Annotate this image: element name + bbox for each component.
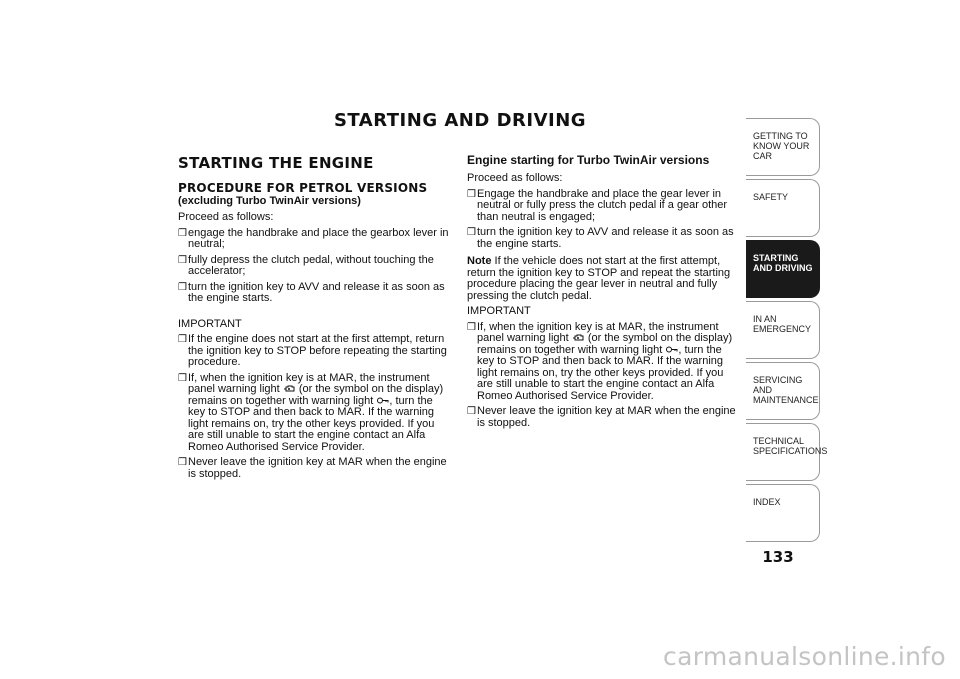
engine-failure-warning-icon — [572, 333, 585, 342]
list-item: ❒ Never leave the ignition key at MAR when the engine is stopped. — [467, 405, 736, 429]
bullet-box-icon: ❒ — [467, 321, 476, 333]
list-item: ❒ turn the ignition key to AVV and release it as soon as the engine starts. — [467, 226, 734, 250]
page-title: STARTING AND DRIVING — [333, 110, 587, 131]
right-column — [467, 154, 741, 433]
engine-failure-warning-icon — [283, 384, 296, 393]
left-column — [178, 154, 450, 484]
intro-text: Proceed as follows: — [178, 211, 274, 223]
list-item: ❒ If, when the ignition key is at MAR, the instrument panel warning light (or the symbol on the display) remains on together with warning light , turn the key to STOP and then back to MAR. If the warning light remains on, try the other keys provided. If you are still unable to start the engine contact an Alfa Romeo Authorised Service Provider. — [178, 371, 444, 453]
tab-servicing-and-maintenance[interactable]: SERVICING AND MAINTENANCE — [746, 362, 820, 420]
list-item: ❒ engage the handbrake and place the gearbox lever in neutral; — [178, 226, 449, 250]
tab-starting-and-driving[interactable]: STARTING AND DRIVING — [746, 240, 820, 298]
intro-text: Proceed as follows: — [467, 172, 563, 184]
bullet-box-icon: ❒ — [178, 457, 187, 468]
important-label: IMPORTANT — [467, 305, 531, 317]
section-title: STARTING THE ENGINE — [178, 154, 374, 172]
list-item: ❒ If the engine does not start at the first attempt, return the ignition key to STOP before repeating the starting procedure. — [178, 333, 447, 368]
subsection-subtitle: (excluding Turbo TwinAir versions) — [178, 195, 361, 207]
note-label: Note — [467, 255, 492, 267]
tab-index[interactable]: INDEX — [746, 484, 820, 542]
tab-getting-to-know-your-car[interactable]: GETTING TO KNOW YOUR CAR — [746, 118, 820, 176]
tab-technical-specifications[interactable]: TECHNICAL SPECIFICATIONS — [746, 423, 820, 481]
page-number: 133 — [762, 548, 794, 566]
subsection-title: PROCEDURE FOR PETROL VERSIONS — [178, 181, 428, 195]
bullet-box-icon: ❒ — [467, 227, 476, 238]
bullet-box-icon: ❒ — [178, 254, 187, 266]
bullet-box-icon: ❒ — [467, 188, 476, 200]
list-item: ❒ fully depress the clutch pedal, without touching the accelerator; — [178, 253, 434, 277]
important-label: IMPORTANT — [178, 317, 242, 330]
note-paragraph: Note If the vehicle does not start at the first attempt, return the ignition key to STOP and repeat the starting procedure placing the gear lever in neutral and fully pressing the clutch pedal. — [467, 255, 731, 302]
bullet-box-icon: ❒ — [467, 406, 476, 417]
list-item: ❒ turn the ignition key to AVV and release it as soon as the engine starts. — [178, 280, 445, 304]
turbo-section-title: Engine starting for Turbo TwinAir versions — [467, 153, 710, 167]
watermark: carmanualsonline.info — [663, 642, 946, 671]
bullet-box-icon: ❒ — [178, 334, 187, 345]
bullet-box-icon: ❒ — [178, 227, 187, 239]
chapter-tabs — [746, 118, 828, 545]
list-item: ❒ Never leave the ignition key at MAR when the engine is stopped. — [178, 456, 447, 480]
immobilizer-key-warning-icon — [376, 396, 389, 405]
bullet-box-icon: ❒ — [178, 281, 187, 293]
bullet-box-icon: ❒ — [178, 372, 187, 384]
list-item: ❒ If, when the ignition key is at MAR, the instrument panel warning light (or the symbol on the display) remains on together with warning light , turn the key to STOP and then back to MAR. If the warning light remains on, try the other keys provided. If you are still unable to start the engine contact an Alfa Romeo Authorised Service Provider. — [467, 320, 733, 402]
tab-in-an-emergency[interactable]: IN AN EMERGENCY — [746, 301, 820, 359]
list-item: ❒ Engage the handbrake and place the gear lever in neutral or fully press the clutch pedal if a gear other than neutral is engaged; — [467, 187, 728, 223]
tab-safety[interactable]: SAFETY — [746, 179, 820, 237]
immobilizer-key-warning-icon — [665, 345, 678, 354]
